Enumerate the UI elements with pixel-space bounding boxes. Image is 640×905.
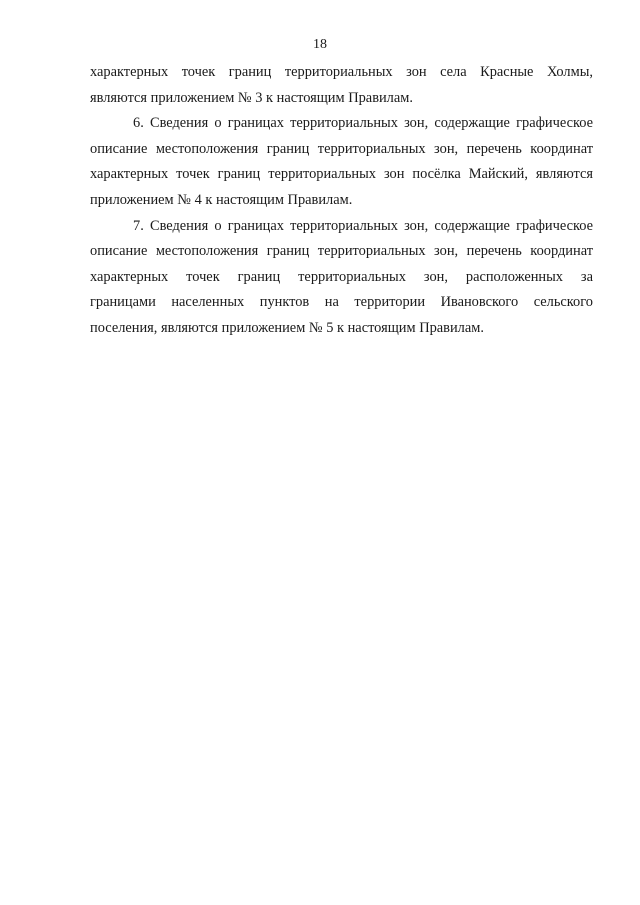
text-line: приложением № 4 к настоящим Правилам. xyxy=(90,191,353,208)
text-line: характерных точек границ территориальных зон посёлка Майский, являются xyxy=(90,166,593,183)
text-line: описание местоположения границ территориальных зон, перечень координат xyxy=(90,140,593,157)
document-body xyxy=(90,60,593,342)
text-line: границами населенных пунктов на территории Ивановского сельского xyxy=(90,294,593,311)
text-line: поселения, являются приложением № 5 к настоящим Правилам. xyxy=(90,319,484,336)
text-line: характерных точек границ территориальных зон, расположенных за xyxy=(90,268,593,285)
text-line: являются приложением № 3 к настоящим Правилам. xyxy=(90,89,413,106)
paragraph-item-7 xyxy=(90,214,593,342)
text-line: 7. Сведения о границах территориальных зон, содержащие графическое xyxy=(133,217,593,234)
text-line: 6. Сведения о границах территориальных зон, содержащие графическое xyxy=(133,115,593,132)
text-line: характерных точек границ территориальных зон села Красные Холмы, xyxy=(90,64,593,80)
text-line: описание местоположения границ территориальных зон, перечень координат xyxy=(90,243,593,260)
page-number: 18 xyxy=(313,37,327,52)
paragraph-continuation xyxy=(90,60,593,111)
paragraph-item-6 xyxy=(90,111,593,213)
